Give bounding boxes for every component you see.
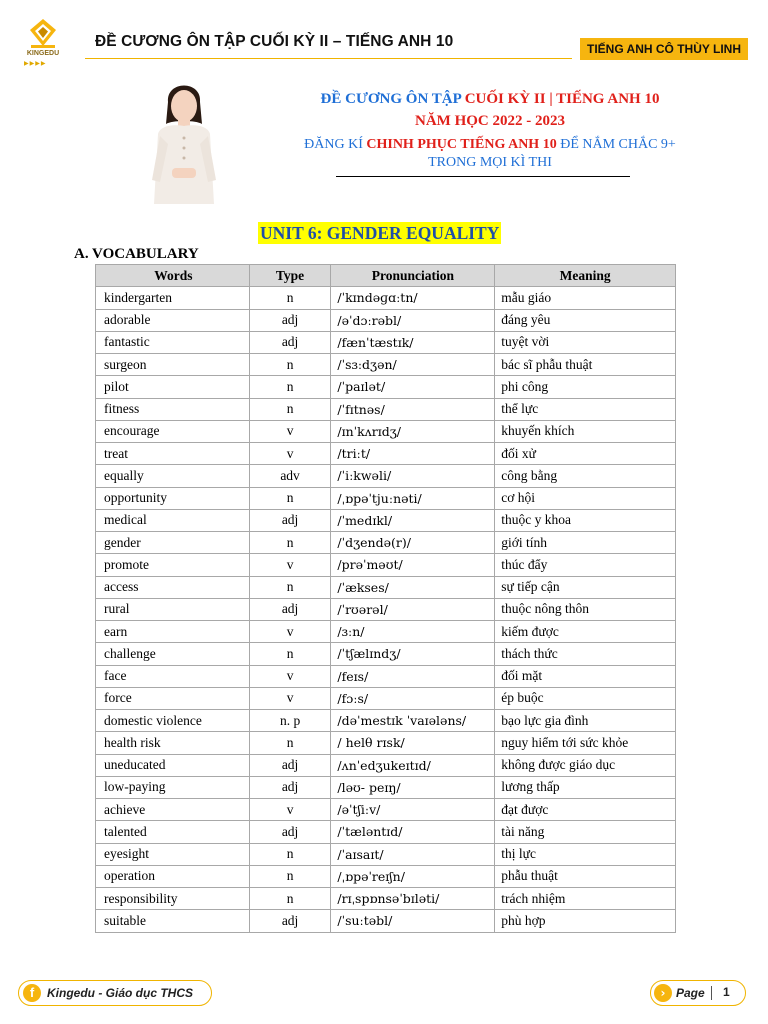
type-cell: n: [249, 354, 331, 376]
word-cell: achieve: [96, 799, 250, 821]
table-row: [96, 843, 676, 865]
meaning-cell: phẫu thuật: [495, 865, 676, 887]
meaning-cell: đối xử: [495, 443, 676, 465]
type-cell: v: [249, 554, 331, 576]
intro-line-3: [270, 136, 710, 154]
type-cell: v: [249, 799, 331, 821]
type-cell: n: [249, 487, 331, 509]
header-type: Type: [249, 265, 331, 287]
word-cell: promote: [96, 554, 250, 576]
word-cell: uneducated: [96, 754, 250, 776]
meaning-cell: sự tiếp cận: [495, 576, 676, 598]
table-row: [96, 598, 676, 620]
table-row: [96, 821, 676, 843]
pronunciation-cell: /ˈkɪndəɡɑːtn/: [331, 287, 495, 309]
table-row: [96, 687, 676, 709]
intro-line-2: NĂM HỌC 2022 - 2023: [415, 113, 565, 129]
table-row: [96, 287, 676, 309]
pronunciation-cell: /fɔːs/: [331, 687, 495, 709]
meaning-cell: đạt được: [495, 799, 676, 821]
word-cell: fantastic: [96, 331, 250, 353]
pronunciation-cell: /ɪnˈkʌrɪdʒ/: [331, 420, 495, 442]
pronunciation-cell: /dəˈmestɪk ˈvaɪələns/: [331, 710, 495, 732]
pronunciation-cell: /ˈrʊərəl/: [331, 598, 495, 620]
word-cell: medical: [96, 509, 250, 531]
type-cell: adv: [249, 465, 331, 487]
type-cell: adj: [249, 776, 331, 798]
intro-line-3-part-1: ĐĂNG KÍ: [304, 137, 367, 152]
type-cell: n: [249, 865, 331, 887]
type-cell: v: [249, 687, 331, 709]
table-row: [96, 487, 676, 509]
intro-line-1-part-2: CUỐI KỲ II | TIẾNG ANH 10: [464, 91, 660, 107]
meaning-cell: thúc đẩy: [495, 554, 676, 576]
word-cell: face: [96, 665, 250, 687]
pronunciation-cell: /rɪˌspɒnsəˈbɪləti/: [331, 888, 495, 910]
word-cell: eyesight: [96, 843, 250, 865]
page-label: Page: [676, 986, 705, 1000]
meaning-cell: không được giáo dục: [495, 754, 676, 776]
type-cell: adj: [249, 910, 331, 932]
meaning-cell: trách nhiệm: [495, 888, 676, 910]
meaning-cell: cơ hội: [495, 487, 676, 509]
pronunciation-cell: /ˈækses/: [331, 576, 495, 598]
pronunciation-cell: /ɜːn/: [331, 621, 495, 643]
pronunciation-cell: /triːt/: [331, 443, 495, 465]
teacher-badge: TIẾNG ANH CÔ THÙY LINH: [580, 38, 748, 60]
type-cell: adj: [249, 598, 331, 620]
word-cell: gender: [96, 532, 250, 554]
table-row: [96, 509, 676, 531]
page-number: 1: [723, 985, 730, 999]
pronunciation-cell: /ləʊ- peɪŋ/: [331, 776, 495, 798]
word-cell: rural: [96, 598, 250, 620]
word-cell: kindergarten: [96, 287, 250, 309]
header-words: Words: [96, 265, 250, 287]
table-row: [96, 710, 676, 732]
word-cell: domestic violence: [96, 710, 250, 732]
type-cell: v: [249, 665, 331, 687]
intro-line-1-part-1: ĐỀ CƯƠNG ÔN TẬP: [320, 91, 465, 107]
pronunciation-cell: /ˌɒpəˈreɪʃn/: [331, 865, 495, 887]
facebook-icon: f: [23, 984, 41, 1002]
type-cell: adj: [249, 754, 331, 776]
intro-line-1: [270, 88, 710, 110]
table-row: [96, 376, 676, 398]
pronunciation-cell: /prəˈməʊt/: [331, 554, 495, 576]
header-divider: [85, 58, 572, 59]
word-cell: suitable: [96, 910, 250, 932]
table-header-row: [96, 265, 676, 287]
word-cell: operation: [96, 865, 250, 887]
meaning-cell: tuyệt vời: [495, 331, 676, 353]
logo-text: KINGEDU: [26, 50, 60, 57]
meaning-cell: bác sĩ phẫu thuật: [495, 354, 676, 376]
pronunciation-cell: /ˈpaɪlət/: [331, 376, 495, 398]
meaning-cell: đáng yêu: [495, 309, 676, 331]
type-cell: n: [249, 376, 331, 398]
pronunciation-cell: /ˈtʃælɪndʒ/: [331, 643, 495, 665]
facebook-link[interactable]: [18, 980, 212, 1006]
pronunciation-cell: /ˈaɪsaɪt/: [331, 843, 495, 865]
type-cell: n: [249, 576, 331, 598]
type-cell: n: [249, 532, 331, 554]
chevron-right-icon: ›: [654, 984, 672, 1002]
meaning-cell: lương thấp: [495, 776, 676, 798]
table-body: [96, 287, 676, 932]
word-cell: adorable: [96, 309, 250, 331]
meaning-cell: ép buộc: [495, 687, 676, 709]
word-cell: force: [96, 687, 250, 709]
meaning-cell: phù hợp: [495, 910, 676, 932]
table-row: [96, 398, 676, 420]
unit-title: UNIT 6: GENDER EQUALITY: [260, 223, 500, 243]
pronunciation-cell: /ˌɒpəˈtjuːnəti/: [331, 487, 495, 509]
pronunciation-cell: /ʌnˈedʒukeɪtɪd/: [331, 754, 495, 776]
meaning-cell: thách thức: [495, 643, 676, 665]
kingedu-logo: [18, 16, 68, 66]
table-row: [96, 643, 676, 665]
word-cell: surgeon: [96, 354, 250, 376]
type-cell: adj: [249, 509, 331, 531]
pronunciation-cell: /fænˈtæstɪk/: [331, 331, 495, 353]
word-cell: talented: [96, 821, 250, 843]
word-cell: encourage: [96, 420, 250, 442]
table-row: [96, 754, 676, 776]
pronunciation-cell: /ˈsɜːdʒən/: [331, 354, 495, 376]
type-cell: v: [249, 420, 331, 442]
table-row: [96, 420, 676, 442]
table-row: [96, 354, 676, 376]
meaning-cell: giới tính: [495, 532, 676, 554]
intro-heading: [270, 88, 710, 172]
crown-icon: [18, 16, 68, 50]
type-cell: v: [249, 443, 331, 465]
meaning-cell: công bằng: [495, 465, 676, 487]
intro-line-3-part-3: ĐỂ NẮM CHẮC 9+: [556, 137, 676, 152]
word-cell: earn: [96, 621, 250, 643]
word-cell: fitness: [96, 398, 250, 420]
pronunciation-cell: /ˈtæləntɪd/: [331, 821, 495, 843]
table-row: [96, 443, 676, 465]
pronunciation-cell: /əˈdɔːrəbl/: [331, 309, 495, 331]
meaning-cell: bạo lực gia đình: [495, 710, 676, 732]
word-cell: opportunity: [96, 487, 250, 509]
meaning-cell: thuộc nông thôn: [495, 598, 676, 620]
word-cell: treat: [96, 443, 250, 465]
meaning-cell: mẫu giáo: [495, 287, 676, 309]
word-cell: equally: [96, 465, 250, 487]
table-row: [96, 888, 676, 910]
table-row: [96, 331, 676, 353]
table-row: [96, 665, 676, 687]
meaning-cell: thị lực: [495, 843, 676, 865]
table-row: [96, 621, 676, 643]
header-title: ĐỀ CƯƠNG ÔN TẬP CUỐI KỲ II – TIẾNG ANH 10: [95, 33, 454, 50]
type-cell: n. p: [249, 710, 331, 732]
facebook-text: Kingedu - Giáo dục THCS: [47, 986, 193, 1000]
header-pronunciation: Pronunciation: [331, 265, 495, 287]
table-row: [96, 910, 676, 932]
type-cell: adj: [249, 331, 331, 353]
meaning-cell: phi công: [495, 376, 676, 398]
meaning-cell: đối mặt: [495, 665, 676, 687]
type-cell: n: [249, 398, 331, 420]
pronunciation-cell: /feɪs/: [331, 665, 495, 687]
pronunciation-cell: /ˈfɪtnəs/: [331, 398, 495, 420]
type-cell: n: [249, 732, 331, 754]
logo-arrows: ▶▶▶▶: [24, 60, 47, 67]
word-cell: low-paying: [96, 776, 250, 798]
type-cell: n: [249, 843, 331, 865]
header-meaning: Meaning: [495, 265, 676, 287]
table-row: [96, 865, 676, 887]
word-cell: health risk: [96, 732, 250, 754]
table-row: [96, 776, 676, 798]
page-indicator: [650, 980, 746, 1006]
intro-line-3-part-2: CHINH PHỤC TIẾNG ANH 10: [366, 137, 557, 152]
type-cell: adj: [249, 309, 331, 331]
word-cell: responsibility: [96, 888, 250, 910]
teacher-photo: [138, 72, 230, 204]
intro-underline: [336, 176, 630, 177]
table-row: [96, 532, 676, 554]
meaning-cell: kiếm được: [495, 621, 676, 643]
pronunciation-cell: /ˈmedɪkl/: [331, 509, 495, 531]
page-separator: [711, 986, 712, 1000]
table-row: [96, 576, 676, 598]
word-cell: challenge: [96, 643, 250, 665]
vocabulary-table: [95, 264, 676, 933]
type-cell: n: [249, 643, 331, 665]
word-cell: pilot: [96, 376, 250, 398]
section-title: A. VOCABULARY: [74, 246, 199, 262]
type-cell: v: [249, 621, 331, 643]
pronunciation-cell: /ˈiːkwəli/: [331, 465, 495, 487]
table-row: [96, 309, 676, 331]
intro-line-4: TRONG MỌI KÌ THI: [428, 155, 552, 170]
page-header: [0, 0, 768, 80]
meaning-cell: nguy hiểm tới sức khỏe: [495, 732, 676, 754]
meaning-cell: khuyến khích: [495, 420, 676, 442]
table-row: [96, 465, 676, 487]
type-cell: adj: [249, 821, 331, 843]
pronunciation-cell: /əˈtʃiːv/: [331, 799, 495, 821]
meaning-cell: tài năng: [495, 821, 676, 843]
table-row: [96, 554, 676, 576]
type-cell: n: [249, 888, 331, 910]
pronunciation-cell: / helθ rɪsk/: [331, 732, 495, 754]
meaning-cell: thể lực: [495, 398, 676, 420]
pronunciation-cell: /ˈdʒendə(r)/: [331, 532, 495, 554]
pronunciation-cell: /ˈsuːtəbl/: [331, 910, 495, 932]
type-cell: n: [249, 287, 331, 309]
table-row: [96, 732, 676, 754]
meaning-cell: thuộc y khoa: [495, 509, 676, 531]
word-cell: access: [96, 576, 250, 598]
table-row: [96, 799, 676, 821]
